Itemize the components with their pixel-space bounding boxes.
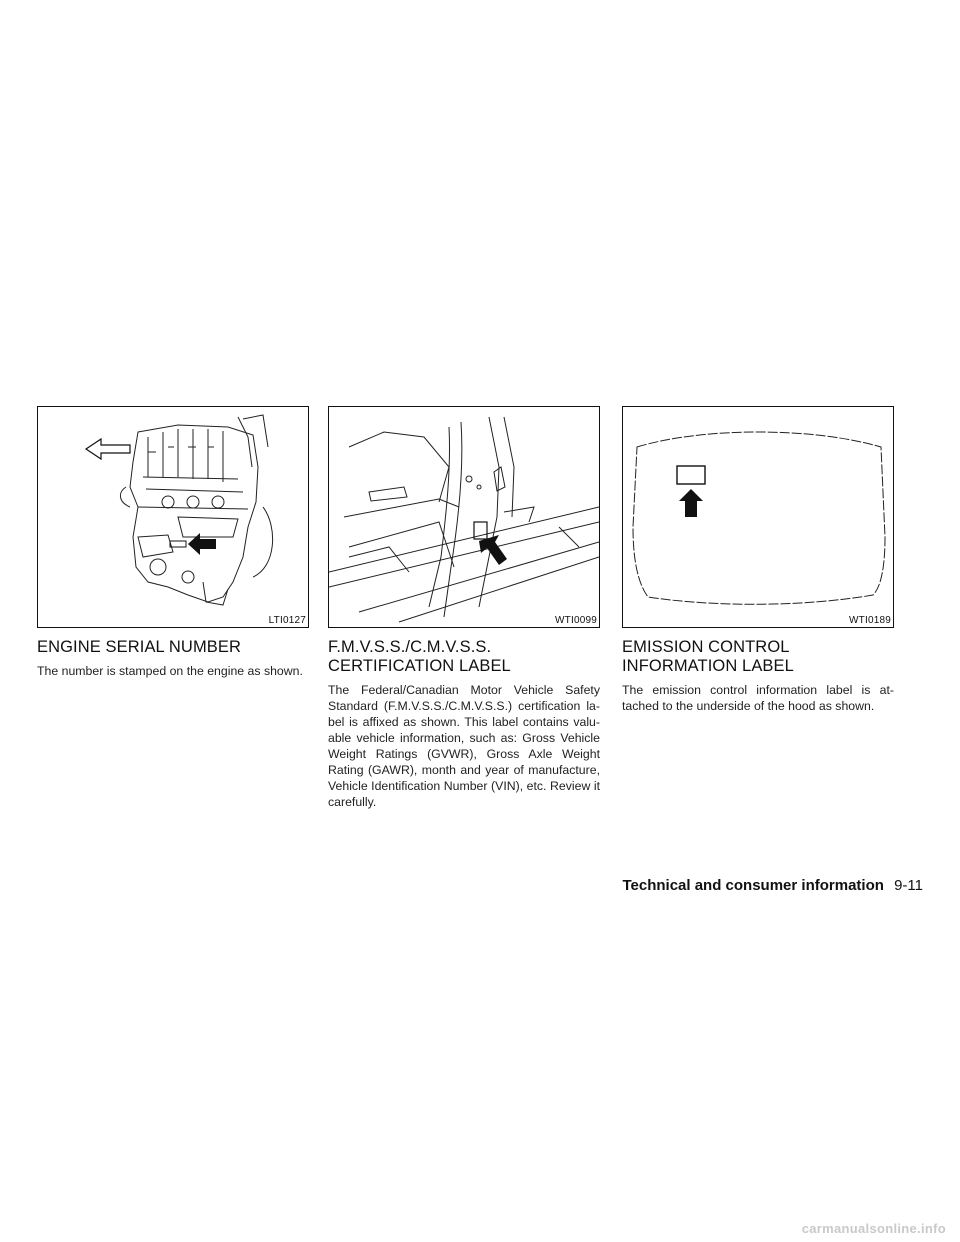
section-body: The emission control information label is at-tached to the underside of the hood as shown. [622,683,894,713]
pointer-arrow-icon [679,489,703,517]
pointer-arrow-icon [188,533,216,555]
figure-code: WTI0099 [552,615,597,626]
section-engine-serial [37,406,309,679]
door-jamb-illustration [329,407,599,627]
figure-code: WTI0189 [846,615,891,626]
hood-figure [622,406,894,628]
section-emission-label [622,406,894,714]
page-number: 9-11 [894,877,923,894]
footer-section-title: Technical and consumer information [622,877,884,894]
watermark: carmanualsonline.info [801,1221,946,1236]
hood-illustration [623,407,893,627]
engine-illustration [38,407,308,627]
figure-code: LTI0127 [266,615,306,626]
door-figure [328,406,600,628]
section-body: The Federal/Canadian Motor Vehicle Safety Standard (F.M.V.S.S./C.M.V.S.S.) certification la-bel is affixed as shown. This label contains valu-able vehicle information, such as: Gross Vehicle Weight Ratings (GVWR), Gross Axle Weight Rating (GAWR), month and year of manufacture, Vehicle Identification Number (VIN), etc. Review it carefully. [328,683,600,809]
section-heading: EMISSION CONTROL INFORMATION LABEL [622,638,794,675]
direction-arrow-icon [86,439,130,459]
section-body: The number is stamped on the engine as shown. [37,664,303,678]
page-footer [0,877,923,894]
section-certification-label [328,406,600,810]
section-heading: ENGINE SERIAL NUMBER [37,638,242,656]
section-heading: F.M.V.S.S./C.M.V.S.S. CERTIFICATION LABEL [328,638,511,675]
engine-figure [37,406,309,628]
